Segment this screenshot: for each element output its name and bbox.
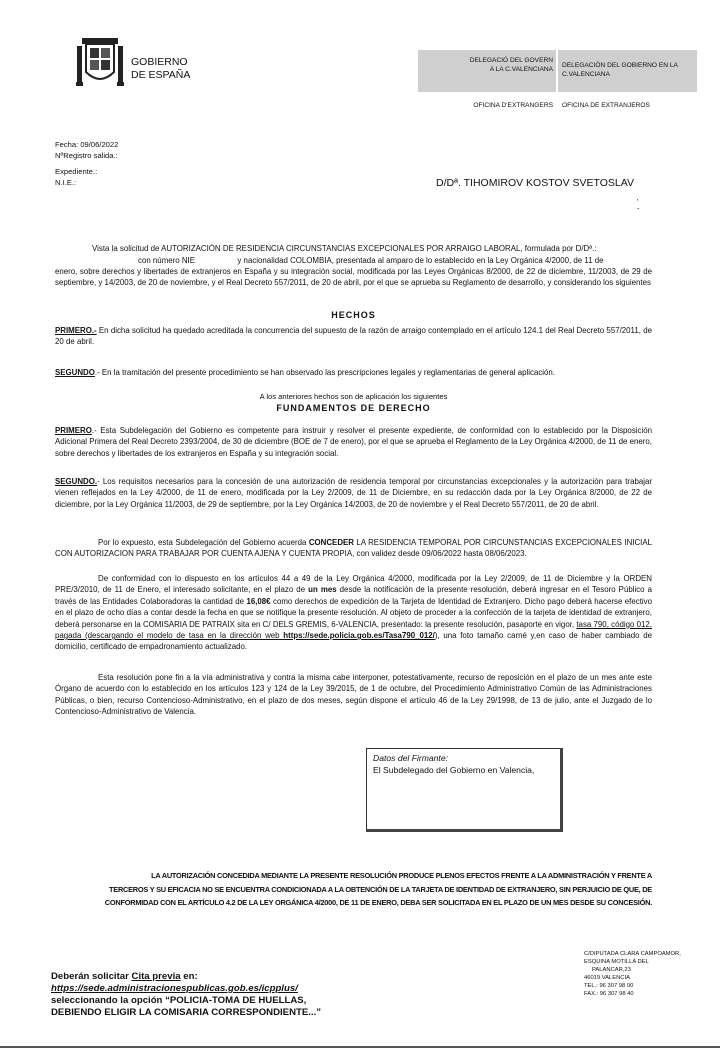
signer-box-shadow-right: [560, 748, 563, 832]
intro-line1-text: Vista la solicitud de AUTORIZACIÓN DE RESIDENCIA CIRCUNSTANCIAS EXCEPCIONALES POR ARRAIGO LABORAL, formulada por D/Dª.:: [92, 244, 597, 253]
hechos-primero: [55, 325, 652, 348]
cita-previa-block: [51, 971, 321, 1019]
fundamentos-primero-text: .- Esta Subdelegación del Gobierno es competente para instruir y resolver el presente expediente, de conformidad con lo establecido por la Disposición Adicional Primera del Real Decreto 2393/2004, de 30 de diciembre (BOE de 7 de enero), por el que se aprueba el Reglamento de la Ley Orgánica 4/2000, de 11 de enero, sobre derechos y libertades de los extranjeros en España y su integración social.: [55, 426, 652, 458]
bottom-divider: [0, 1046, 720, 1048]
hechos-segundo-label: SEGUNDO: [55, 368, 95, 377]
signer-label: Datos del Firmante:: [373, 753, 448, 763]
resolution-a: Por lo expuesto, esta Subdelegación del Gobierno acuerda: [98, 538, 309, 547]
recipient-name: D/Dª. TIHOMIROV KOSTOV SVETOSLAV: [436, 177, 634, 189]
office-spanish: OFICINA DE EXTRANJEROS: [562, 102, 650, 109]
mark-1: ': [637, 197, 639, 206]
fundamentos-primero: [55, 425, 652, 459]
intro-nationality: y nacionalidad COLOMBIA, presentada al amparo de lo establecido en la Ley Orgánica 4/2000, de 11 de: [237, 256, 604, 265]
hechos-primero-text: En dicha solicitud ha quedado acreditada la concurrencia del supuesto de la razón de arraigo contemplado en el artículo 124.1 del Real Decreto 557/2011, de 20 de abril.: [55, 326, 652, 347]
payment-d: ), una foto tamaño carné y,en caso de haber cambiado de domicilio, certificado de empadronamiento actualizado.: [55, 631, 652, 652]
mark-2: -: [637, 204, 640, 213]
cita-line3: seleccionando la opción “POLICIA-TOMA DE HUELLAS,: [51, 995, 307, 1006]
document-meta: [55, 139, 118, 188]
hechos-title: HECHOS: [331, 310, 376, 320]
deleg-es-line1: DELEGACIÓN DEL GOBIERNO EN LA: [562, 62, 678, 69]
registro-salida: NºRegistro salida.:: [55, 151, 118, 160]
fundamentos-segundo: [55, 476, 652, 510]
cita-line4: DEBIENDO ELIGIR LA COMISARIA CORRESPONDIENTE...”: [51, 1007, 322, 1018]
fundamentos-primero-label: PRIMERO: [55, 426, 92, 435]
hechos-segundo-text: .- En la tramitación del presente procedimiento se han observado las prescripciones legales y reglamentarias de general aplicación.: [94, 368, 556, 377]
hechos-segundo: [55, 367, 652, 378]
expediente: Expediente.:: [55, 167, 98, 176]
gov-line1: GOBIERNO: [131, 56, 188, 68]
addr4: 46019 VALENCIA: [584, 975, 630, 981]
intro-nie: con número NIE: [138, 256, 196, 265]
intro-rest: enero, sobre derechos y libertades de extranjeros en España y su integración social, modificada por las Leyes Orgánicas 8/2000, de 22 de diciembre, 11/2003, de 29 de septiembre, y 14/2003, de 20 de noviembre, y el Real Decreto 557/2011, de 20 de abril, por el que se aprueba su Reglamento de desarrollo, y considerando los siguientes: [55, 267, 652, 288]
notice-line3: CONFORMIDAD CON EL ARTÍCULO 4.2 DE LA LEY ORGÁNICA 4/2000, DE 11 DE ENERO, DEBA SER SOLICITADA EN EL PLAZO DE UN MES DESDE SU CONCESIÓN.: [104, 898, 652, 907]
notice-line2: TERCEROS Y SU EFICACIA NO SE ENCUENTRA CONDICIONADA A LA OBTENCIÓN DE LA TARJETA DE IDENTIDAD DE EXTRANJERO, SIN PERJUICIO DE QUE, DE: [109, 884, 652, 894]
hechos-primero-label: PRIMERO.-: [55, 326, 97, 335]
addr2: ESQUINA MOTILLA DEL: [584, 959, 649, 965]
cita-a: Deberán solicitar: [51, 971, 132, 982]
fecha: Fecha: 09/06/2022: [55, 140, 119, 149]
coat-of-arms-logo: [76, 36, 124, 92]
notice-block: [55, 869, 652, 910]
signer-name: El Subdelegado del Gobierno en Valencia,: [373, 765, 535, 775]
payment-c: como derechos de expedición de la Tarjeta de Identidad de Extranjero. Dicho pago deberá hacerse efectivo en el plazo de ocho días a contar desde la fecha en que se notifique la presente resolución. Al objeto de proceder a la confección de la tarjeta de identidad de extranjero, deberá personarse en la COMISARIA DE PATRAIX sita en C/ DELS GREMIS, 6-VALENCIA, presentado: la presente resolución, pasaporte en vigor,: [55, 596, 652, 629]
notice-line1: LA AUTORIZACIÓN CONCEDIDA MEDIANTE LA PRESENTE RESOLUCIÓN PRODUCE PLENOS EFECTOS FRENTE A LA ADMINISTRACIÓN Y FRENTE A: [151, 871, 652, 880]
signer-box-shadow-bottom: [366, 829, 563, 832]
fundamentos-segundo-text: - Los requisitos necesarios para la concesión de una autorización de residencia temporal por circunstancias excepcionales y la autorización para trabajar vienen reflejados en la Ley 4/2000, de 11 de enero, modificada por la Ley 2/2009, de 11 de Diciembre, en su redacción dada por la Ley Orgánica 8/2000, de 22 de diciembre, por la Ley Orgánica 11/2003, de 29 de septiembre, por la Ley Orgánica 14/2003, de 20 de noviembre y el Real Decreto 557/2011, de 20 de abril.: [55, 477, 652, 509]
resolution-paragraph: [55, 537, 652, 560]
nie-label: N.I.E.:: [55, 178, 77, 187]
cita-url-link[interactable]: https://sede.administracionespublicas.gob.es/icpplus/: [51, 983, 298, 994]
gov-line2: DE ESPAÑA: [131, 69, 191, 81]
addr3: PALANCAR,23: [592, 967, 631, 973]
delegation-valencian: [420, 57, 553, 74]
payment-tasa: tasa 790, código 012, pagada (descargando el modelo de tasa en la dirección web: [55, 619, 652, 641]
fundamentos-title: FUNDAMENTOS DE DERECHO: [276, 403, 431, 413]
office-address: [584, 950, 681, 998]
payment-url-link[interactable]: https://sede.policia.gob.es/Tasa790_012/: [283, 631, 435, 641]
payment-paragraph: [55, 573, 652, 653]
delegation-spanish: [562, 61, 697, 79]
payment-a: De conformidad con lo dispuesto en los artículos 44 a 49 de la Ley Orgánica 4/2000, modificada por la Ley 2/2009, de 11 de Diciembre y la ORDEN PRE/3/2010, de 11 de Enero, el interesado solicitante, en el plazo de: [55, 574, 652, 595]
resolution-concede: CONCEDER: [308, 538, 354, 547]
fundamentos-segundo-label: SEGUNDO.: [55, 477, 98, 486]
payment-mes: un mes: [308, 585, 337, 595]
government-name: [131, 56, 190, 82]
payment-amount: 16,08€: [246, 596, 271, 606]
resolution-b: LA RESIDENCIA TEMPORAL POR CIRCUNSTANCIAS EXCEPCIONALES INICIAL CON AUTORIZACION PARA TRABAJAR POR CUENTA AJENA Y CUENTA PROPIA, con validez desde 09/06/2022 hasta 08/06/2023.: [55, 538, 653, 559]
payment-b: desde la notificación de la presente resolución, deberá ingresar en el Tesoro Público a través de las Entidades Colaboradoras la cantidad de: [55, 585, 652, 606]
office-valencian: OFICINA D'EXTRANGERS: [473, 102, 553, 109]
deleg-val-line2: A LA C.VALENCIANA: [489, 65, 553, 73]
appeal-paragraph: Esta resolución pone fin a la vía administrativa y contra la misma cabe interponer, potestativamente, recurso de reposición en el plazo de un mes ante este Órgano de acuerdo con lo establecido en los artículos 123 y 124 de la Ley 39/2015, de 1 de octubre, del Procedimiento Administrativo Común de las Administraciones Públicas, o bien, recurso Contencioso-Administrativo, en el plazo de dos meses, según dispone el artículo 46 de la Ley 29/1998, de 13 de julio, ante el Juzgado de lo Contencioso-Administrativo de Valencia.: [55, 673, 652, 717]
addr1: C/DIPUTADA CLARA CAMPOAMOR,: [584, 951, 681, 957]
deleg-es-line2: C.VALENCIANA: [562, 71, 610, 78]
deleg-val-line1: DELEGACIÓ DEL GOVERN: [469, 57, 553, 64]
addr6: FAX.: 96 307 98 40: [584, 991, 634, 997]
fundamentos-lead: A los anteriores hechos son de aplicación los siguientes: [259, 392, 448, 401]
intro-line1: [92, 243, 672, 254]
cita-line1: [51, 971, 321, 983]
addr5: TEL.: 96 307 98 00: [584, 983, 634, 989]
cita-previa-link[interactable]: Cita previa: [131, 971, 181, 982]
intro-line2: [138, 255, 658, 266]
cita-b: en:: [180, 971, 198, 982]
